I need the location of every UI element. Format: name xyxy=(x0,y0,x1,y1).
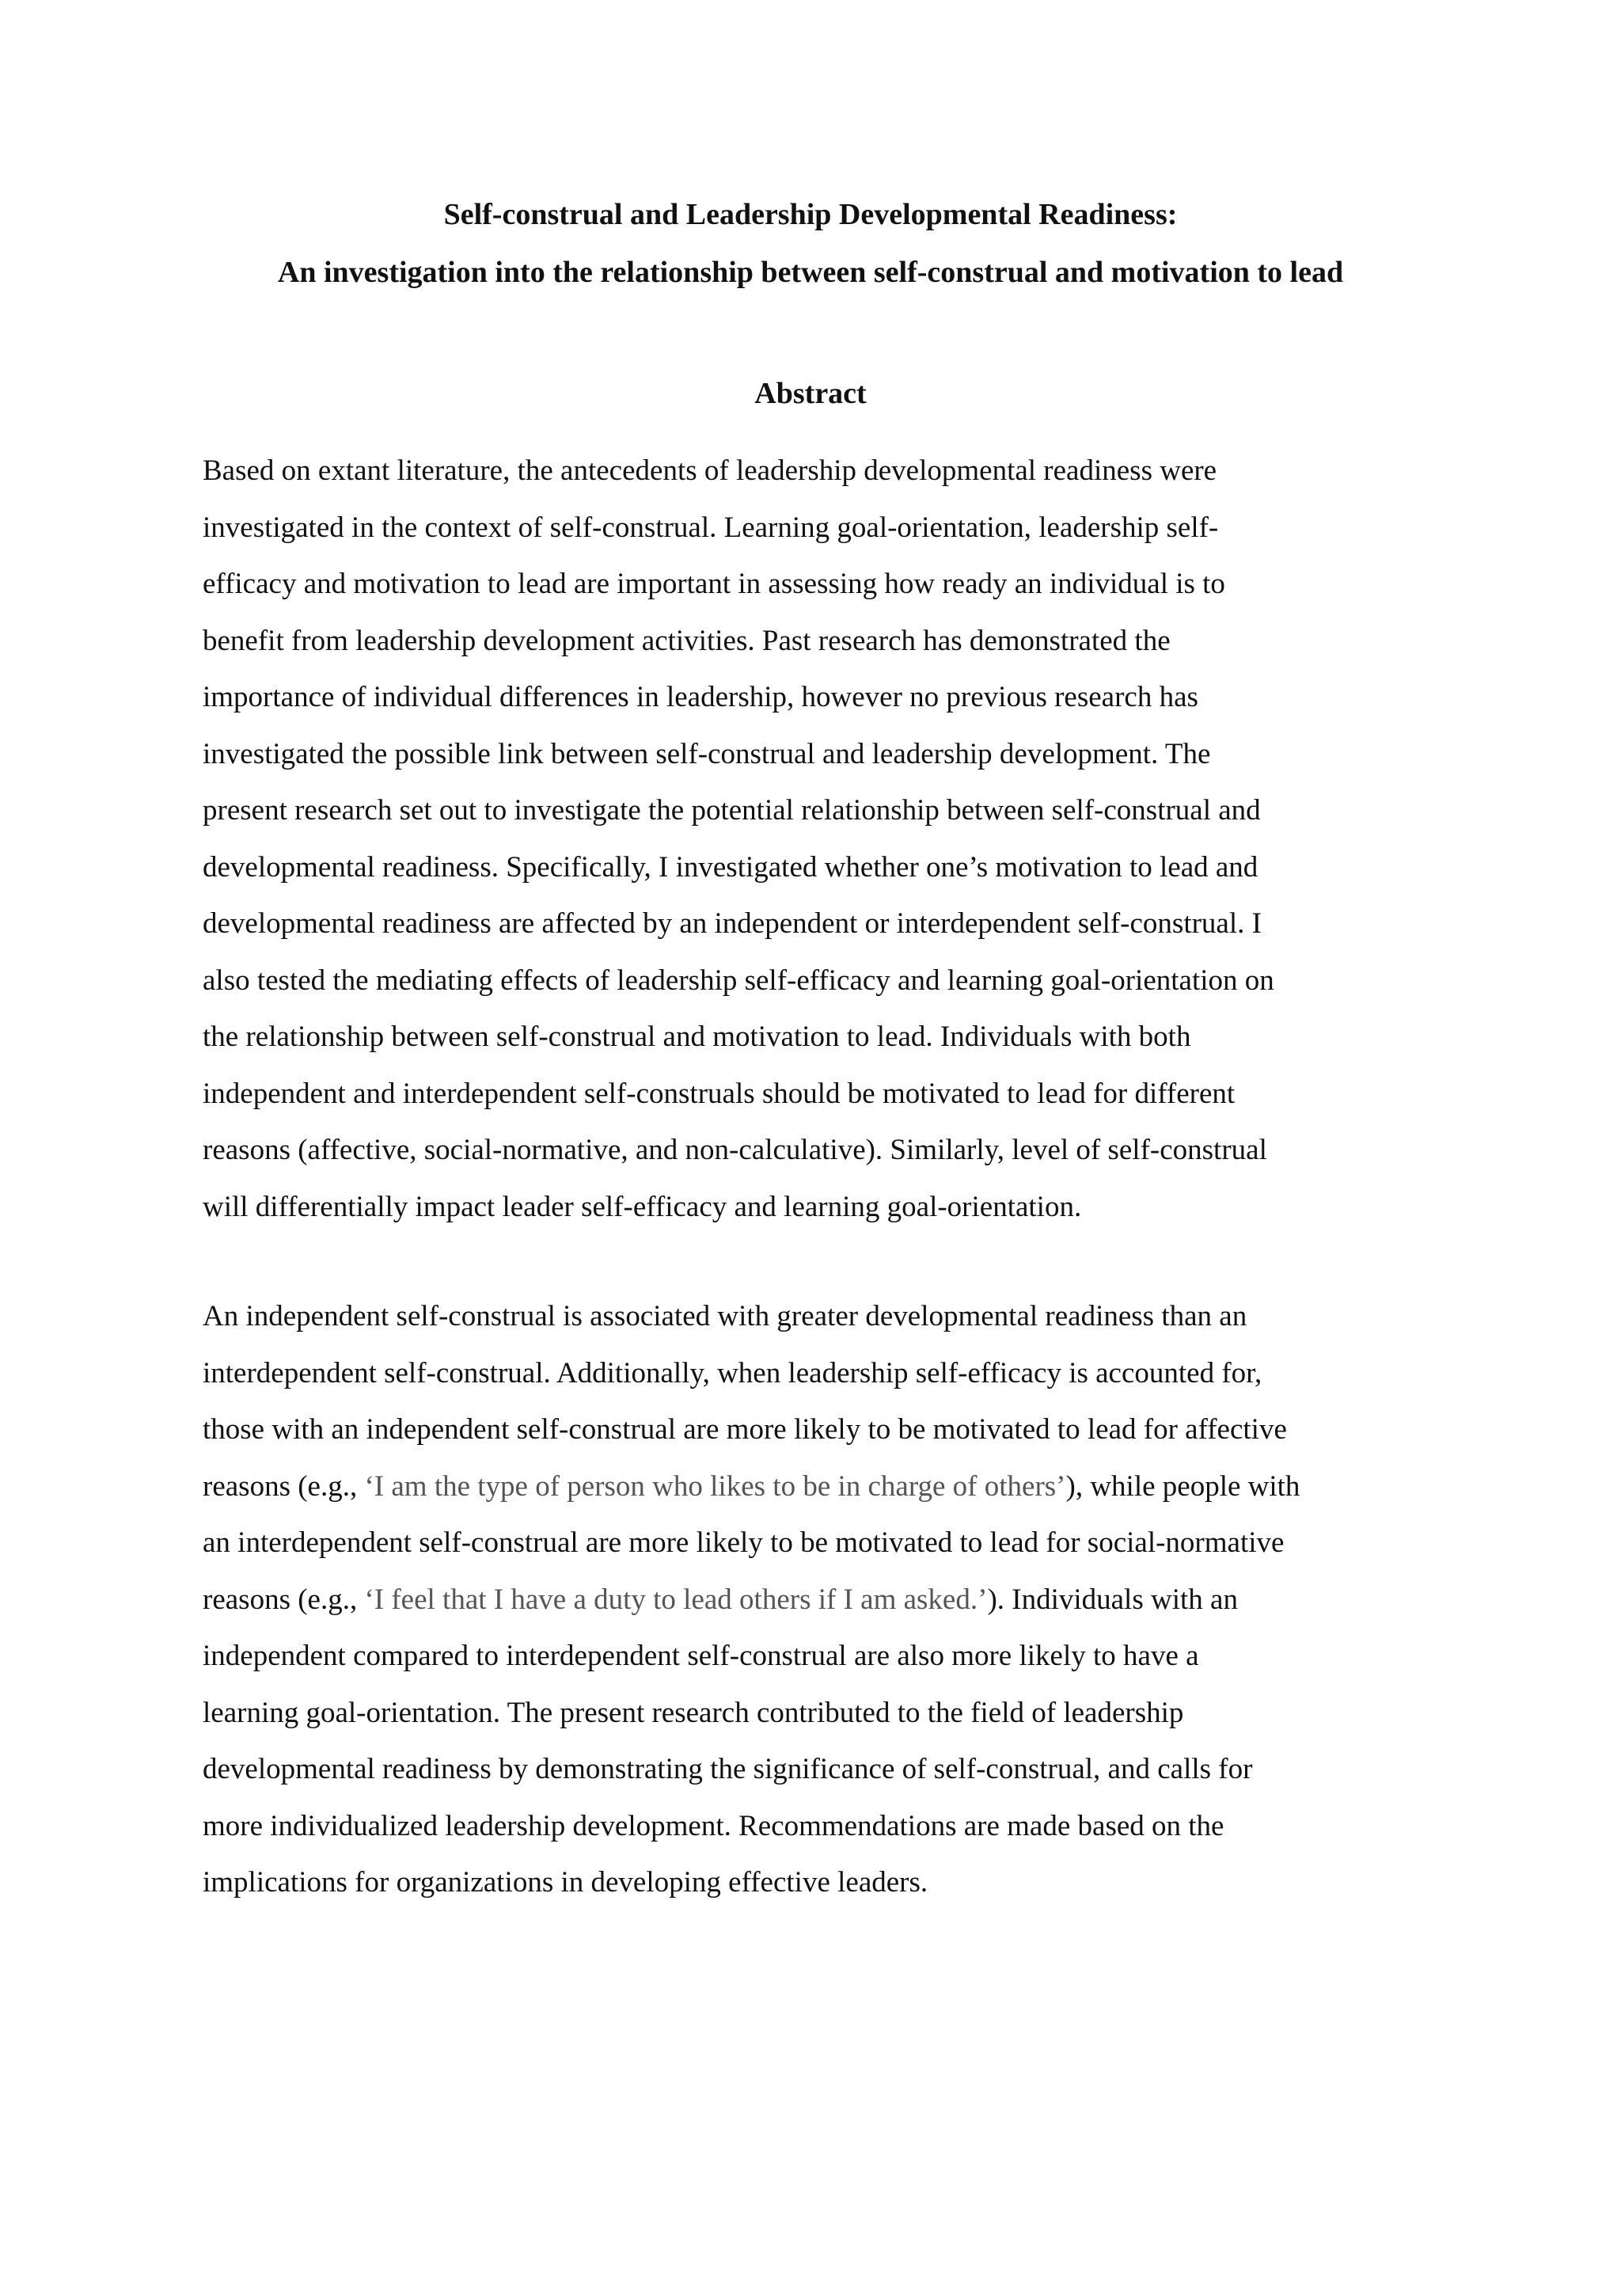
example-quote: ‘I feel that I have a duty to lead others if I am asked.’ xyxy=(364,1583,988,1616)
line-text: ). Individuals with an xyxy=(987,1583,1238,1616)
paragraph-line: an interdependent self-construal are more likely to be motivated to lead for social-normative xyxy=(203,1526,1285,1559)
paragraph-line: efficacy and motivation to lead are important in assessing how ready an individual is to xyxy=(203,568,1225,600)
paragraph-line: implications for organizations in developing effective leaders. xyxy=(203,1866,928,1899)
paragraph-line: present research set out to investigate the potential relationship between self-construal and xyxy=(203,794,1261,827)
abstract-paragraph-2 xyxy=(203,1298,1469,1921)
line-text: reasons (e.g., xyxy=(203,1583,365,1616)
paragraph-line: developmental readiness. Specifically, I investigated whether one’s motivation to lead and xyxy=(203,850,1258,884)
paragraph-line: An independent self-construal is associated with greater developmental readiness than an xyxy=(203,1300,1247,1332)
paragraph-line: more individualized leadership development. Recommendations are made based on the xyxy=(203,1809,1224,1842)
paragraph-line: developmental readiness are affected by an independent or interdependent self-construal. I xyxy=(203,907,1262,940)
abstract-paragraph-1 xyxy=(203,452,1469,1245)
paragraph-line: also tested the mediating effects of leadership self-efficacy and learning goal-orientation on xyxy=(203,964,1274,997)
paragraph-line: investigated the possible link between self-construal and leadership development. The xyxy=(203,737,1211,770)
paragraph-line-with-quote xyxy=(203,1468,1469,1525)
paragraph-line-with-quote xyxy=(203,1581,1469,1638)
example-quote: ‘I am the type of person who likes to be in charge of others’ xyxy=(364,1469,1066,1503)
paragraph-line: importance of individual differences in leadership, however no previous research has xyxy=(203,681,1198,713)
line-text: ), while people with xyxy=(1065,1469,1300,1503)
paragraph-line: learning goal-orientation. The present research contributed to the field of leadership xyxy=(203,1696,1184,1729)
paragraph-line: the relationship between self-construal and motivation to lead. Individuals with both xyxy=(203,1021,1191,1053)
paragraph-line: those with an independent self-construal are more likely to be motivated to lead for affective xyxy=(203,1413,1287,1446)
paragraph-line: interdependent self-construal. Additionally, when leadership self-efficacy is accounted for, xyxy=(203,1356,1262,1389)
paragraph-line: benefit from leadership development activities. Past research has demonstrated the xyxy=(203,624,1171,657)
paragraph-line: Based on extant literature, the antecedents of leadership developmental readiness were xyxy=(203,454,1217,487)
paragraph-line: will differentially impact leader self-efficacy and learning goal-orientation. xyxy=(203,1190,1082,1223)
title-line-1: Self-construal and Leadership Developmental Readiness: xyxy=(443,198,1178,231)
title-line-2: An investigation into the relationship between self-construal and motivation to lead xyxy=(277,256,1344,289)
paragraph-line: independent and interdependent self-construals should be motivated to lead for different xyxy=(203,1077,1236,1110)
line-text: reasons (e.g., xyxy=(203,1469,365,1503)
abstract-heading: Abstract xyxy=(754,377,867,410)
paragraph-line: investigated in the context of self-construal. Learning goal-orientation, leadership self- xyxy=(203,511,1219,544)
paragraph-line: independent compared to interdependent self-construal are also more likely to have a xyxy=(203,1640,1199,1672)
paragraph-line: developmental readiness by demonstrating the significance of self-construal, and calls for xyxy=(203,1753,1253,1785)
paragraph-line: reasons (affective, social-normative, and non-calculative). Similarly, level of self-construal xyxy=(203,1134,1267,1166)
